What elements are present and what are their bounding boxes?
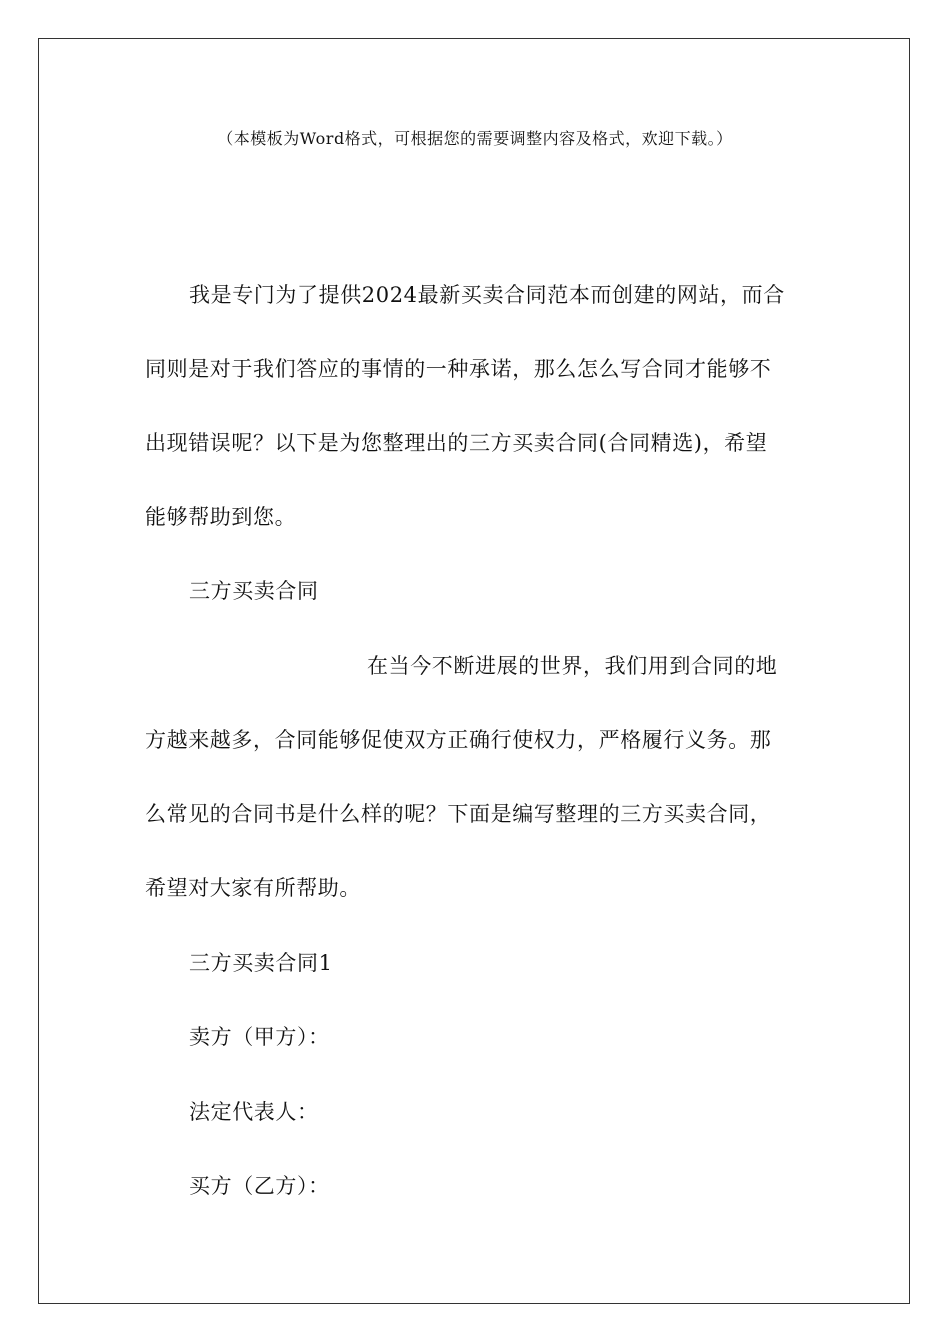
intro-line-1: 我是专门为了提供2024最新买卖合同范本而创建的网站，而合 xyxy=(189,283,785,307)
body-line-3: 么常见的合同书是什么样的呢？下面是编写整理的三方买卖合同， xyxy=(145,802,772,826)
template-note: （本模板为Word格式，可根据您的需要调整内容及格式，欢迎下载。） xyxy=(217,129,733,148)
intro-line-3: 出现错误呢？以下是为您整理出的三方买卖合同(合同精选)，希望 xyxy=(145,431,768,455)
contract-title: 三方买卖合同1 xyxy=(189,951,333,975)
field-buyer: 买方（乙方）： xyxy=(189,1174,330,1198)
field-seller: 卖方（甲方）： xyxy=(189,1025,330,1049)
intro-line-4: 能够帮助到您。 xyxy=(145,505,297,529)
intro-line-2: 同则是对于我们答应的事情的一种承诺，那么怎么写合同才能够不 xyxy=(145,357,772,381)
body-line-2: 方越来越多，合同能够促使双方正确行使权力，严格履行义务。那 xyxy=(145,728,772,752)
section-title: 三方买卖合同 xyxy=(189,579,319,603)
field-legal-representative: 法定代表人： xyxy=(189,1100,319,1124)
body-line-4: 希望对大家有所帮助。 xyxy=(145,876,361,900)
body-line-1: 在当今不断进展的世界，我们用到合同的地 xyxy=(367,654,778,678)
